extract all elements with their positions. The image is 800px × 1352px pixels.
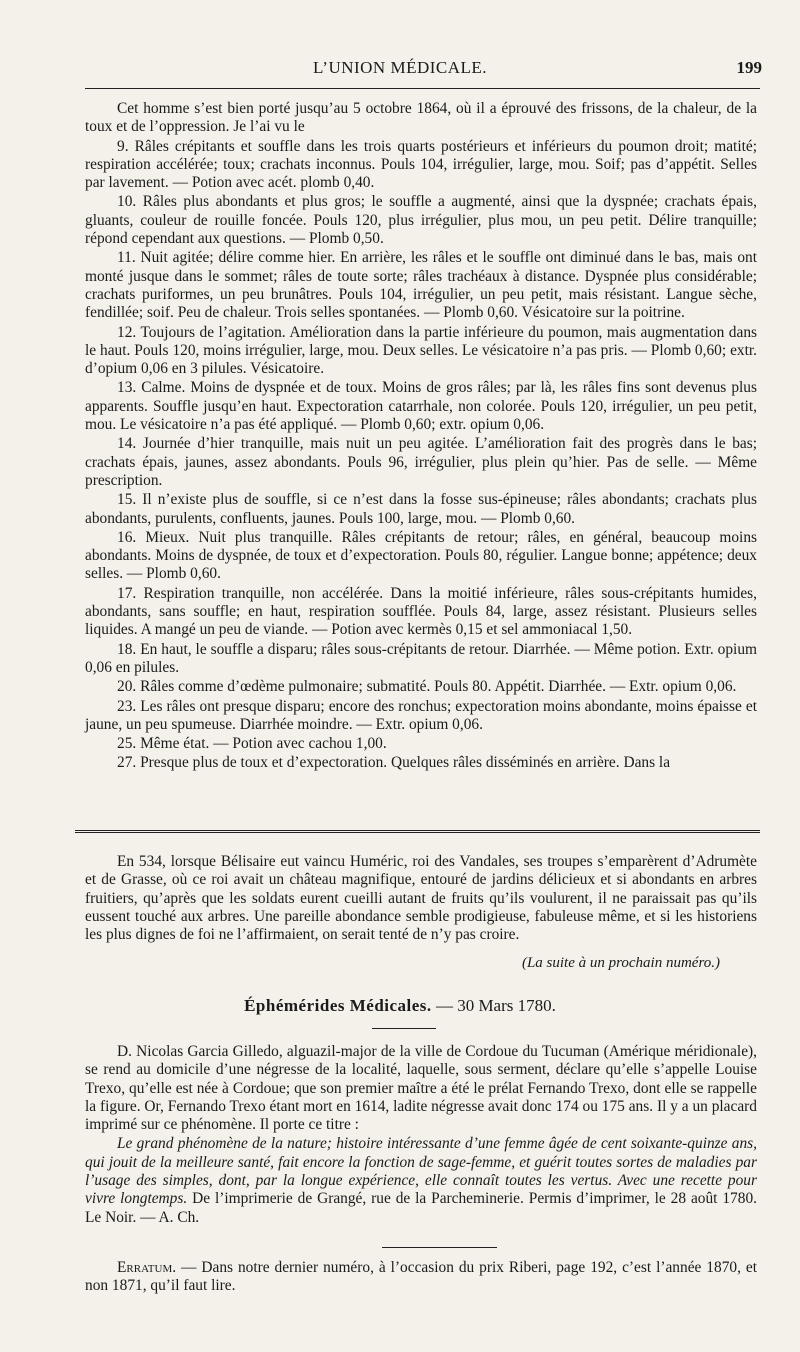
observation-paragraph: 15. Il n’existe plus de souffle, si ce n’est dans la fosse sus-épineuse; râles abondants; crachats plus abondants, purulents, confluents, jaunes. Pouls 100, large, mou. — Plomb 0,60. [85, 491, 757, 527]
quote-tail: De l’imprimerie de Grangé, rue de la Parcheminerie. Permis d’imprimer, le 28 août 1780. Le Noir. — A. Ch. [85, 1190, 757, 1226]
erratum-rule [382, 1247, 497, 1248]
observation-paragraph: 9. Râles crépitants et souffle dans les trois quarts postérieurs et inférieurs du poumon droit; matité; respiration accélérée; toux; crachats inconnus. Pouls 104, irrégulier, large, mou. Soif; pas d’appétit. Selles par lavement. — Potion avec acét. plomb 0,40. [85, 137, 757, 192]
ephemerides-paragraph: D. Nicolas Garcia Gilledo, alguazil-major de la ville de Cordoue du Tucuman (Amérique méridionale), se rend au domicile d’une négresse de la localité, laquelle, sous serment, déclare qu’elle s’appelle Louise Trexo, qu’elle est née à Cordoue; que son premier maître a été le prélat Fernando Trexo, dont elle se rappelle la figure. Or, Fernando Trexo étant mort en 1614, ladite négresse avait donc 174 ou 175 ans. Il y a un placard imprimé sur ce phénomène. Il porte ce titre : [85, 1043, 757, 1134]
observation-paragraph: 27. Presque plus de toux et d’expectoration. Quelques râles disséminés en arrière. Dans la [117, 754, 671, 772]
erratum-label: Erratum. [117, 1259, 177, 1276]
observation-paragraph: 11. Nuit agitée; délire comme hier. En arrière, les râles et le souffle ont diminué dans le bas, mais ont monté jusque dans le sommet; râles de toute sorte; râles trachéaux à distance. Dyspnée plus considérable; crachats puriformes, un peu brunâtres. Pouls 104, irrégulier, un peu petit, mais résistant. Langue sèche, fendillée; soif. Peu de chaleur. Trois selles spontanées. — Plomb 0,60. Vésicatoire sur la poitrine. [85, 249, 757, 322]
case-observation [85, 100, 757, 774]
feuilleton-section [85, 853, 757, 945]
observation-paragraph: 10. Râles plus abondants et plus gros; le souffle a augmenté, ainsi que la dyspnée; crachats épais, gluants, couleur de rouille foncée. Pouls 120, plus irrégulier, plus mou, un peu petit. Délire tranquille; répond cependant aux questions. — Plomb 0,50. [85, 193, 757, 248]
ephemerides-heading [0, 996, 800, 1016]
observation-paragraph: Cet homme s’est bien porté jusqu’au 5 octobre 1864, où il a éprouvé des frissons, de la chaleur, de la toux et de l’oppression. Je l’ai vu le [85, 100, 757, 136]
feuilleton-separator [75, 830, 760, 835]
quote-italic: Le grand phénomène de la nature; histoire intéressante d’une femme âgée de cent soixante-quinze ans, qui jouit de la meilleure santé, fait encore la fonction de sage-femme, et guérit toutes sortes de maladies par l’usage des simples, dont, par la longue expérience, elle connaît toutes les vertus. Avec une recette pour vivre longtemps. [85, 1135, 757, 1208]
observation-paragraph: 20. Râles comme d’œdème pulmonaire; submatité. Pouls 80. Appétit. Diarrhée. — Extr. opium 0,06. [117, 678, 737, 696]
feuilleton-paragraph: En 534, lorsque Bélisaire eut vaincu Huméric, roi des Vandales, ses troupes s’emparèrent d’Adrumète et de Grasse, où ce roi avait un château magnifique, entouré de jardins délicieux et si abondants en arbres fruitiers, qu’après que les soldats eurent cueilli autant de fruits qu’ils voulurent, il ne paraissait pas qu’ils eussent touché aux arbres. Une pareille abondance semble prodigieuse, fabuleuse même, et si les historiens les plus dignes de foi ne l’affirmaient, on serait tenté de n’y pas croire. [85, 853, 757, 944]
observation-paragraph: 18. En haut, le souffle a disparu; râles sous-crépitants de retour. Diarrhée. — Même potion. Extr. opium 0,06 en pilules. [85, 640, 757, 676]
ephemerides-date: — 30 Mars 1780. [435, 996, 556, 1015]
ephemerides-section [85, 1043, 757, 1228]
page-number: 199 [736, 58, 762, 77]
observation-paragraph: 16. Mieux. Nuit plus tranquille. Râles crépitants de retour; râles, en général, beaucoup moins abondants. Moins de dyspnée, de toux et d’expectoration. Pouls 80, régulier. Langue bonne; appétence; deux selles. — Plomb 0,60. [85, 528, 757, 583]
observation-paragraph: 23. Les râles ont presque disparu; encore des ronchus; expectoration moins abondante, moins épaisse et jaune, un peu spumeuse. Diarrhée moindre. — Extr. opium 0,06. [85, 697, 757, 733]
erratum-text: — Dans notre dernier numéro, à l’occasion du prix Riberi, page 192, c’est l’année 1870, et non 1871, qu’il faut lire. [85, 1259, 757, 1295]
observation-paragraph: 17. Respiration tranquille, non accélérée. Dans la moitié inférieure, râles sous-crépitants humides, abondants, sans souffle; en haut, respiration soufflée. Pouls 84, large, assez résistant. Plusieurs selles liquides. A mangé un peu de viande. — Potion avec kermès 0,15 et sel ammoniacal 1,50. [85, 584, 757, 639]
observation-paragraph: 13. Calme. Moins de dyspnée et de toux. Moins de gros râles; par là, les râles fins sont devenus plus apparents. Souffle jusqu’en haut. Expectoration catarrhale, non colorée. Pouls 120, irrégulier, un peu petit, mou. Le vésicatoire n’a pas été appliqué. — Plomb 0,60; extr. opium 0,06. [85, 379, 757, 434]
erratum-section [85, 1259, 757, 1297]
header-rule [85, 88, 760, 89]
continuation-note: (La suite à un prochain numéro.) [521, 955, 720, 971]
ephemerides-quote [85, 1135, 757, 1226]
running-header: L’UNION MÉDICALE. [312, 58, 488, 77]
ephemerides-rule [372, 1028, 436, 1029]
observation-paragraph: 14. Journée d’hier tranquille, mais nuit un peu agitée. L’amélioration fait des progrès dans le bas; crachats épais, jaunes, assez abondants. Pouls 96, irrégulier, plus plein qu’hier. Pas de selle. — Même prescription. [85, 435, 757, 489]
observation-paragraph: 25. Même état. — Potion avec cachou 1,00. [117, 735, 387, 753]
erratum-paragraph [85, 1259, 757, 1296]
ephemerides-title: Éphémérides Médicales. [244, 996, 432, 1015]
observation-paragraph: 12. Toujours de l’agitation. Amélioration dans la partie inférieure du poumon, mais augmentation dans le haut. Pouls 120, moins irrégulier, large, mou. Deux selles. Le vésicatoire n’a pas pris. — Plomb 0,60; extr. d’opium 0,06 en 3 pilules. Vésicatoire. [85, 323, 757, 378]
